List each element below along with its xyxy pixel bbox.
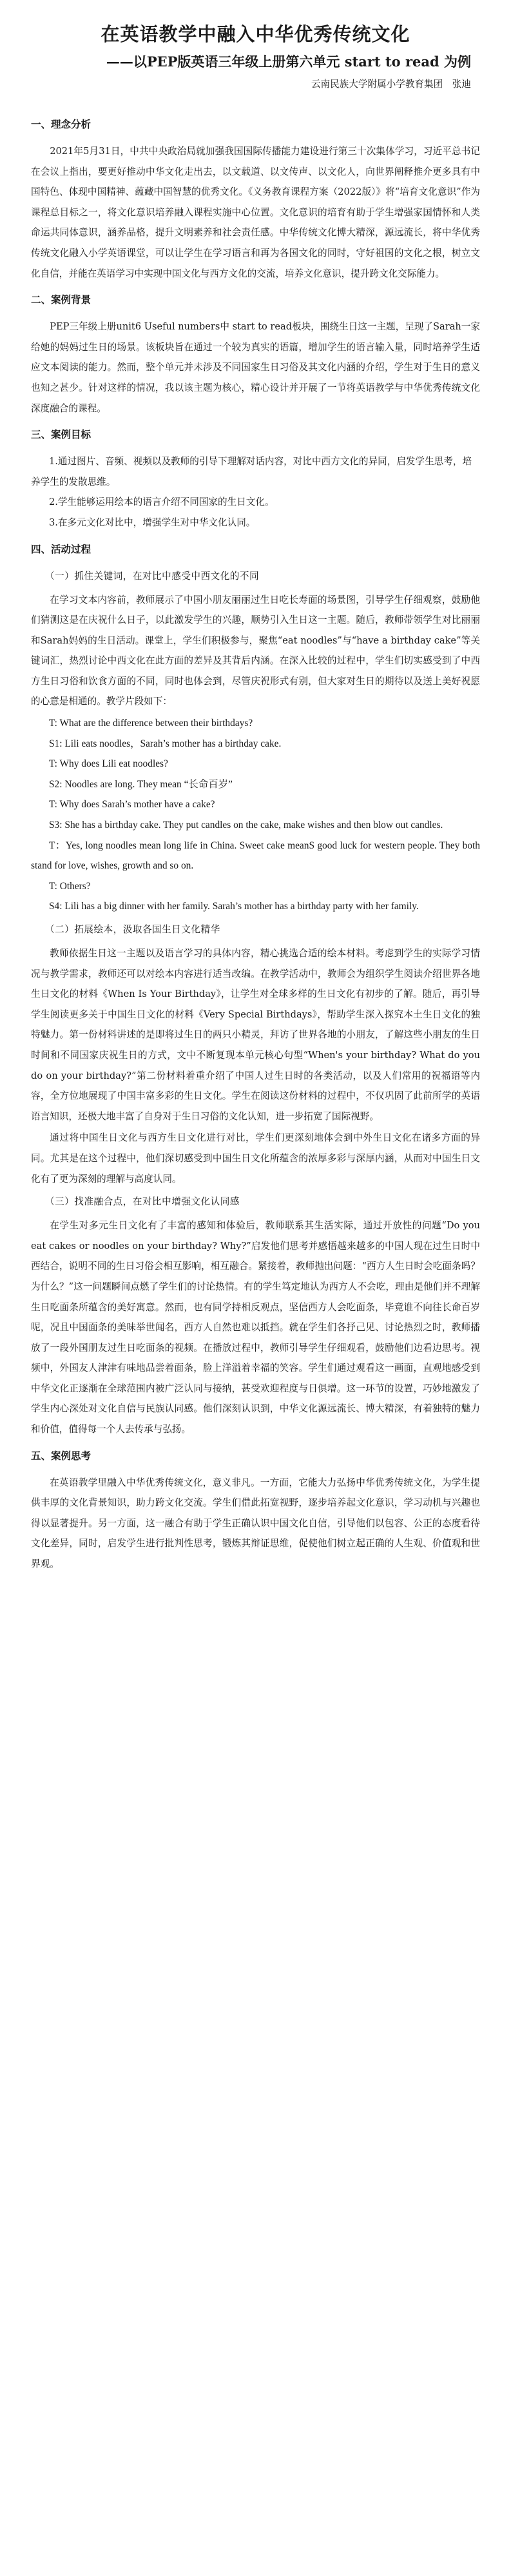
paragraph: 通过将中国生日文化与西方生日文化进行对比，学生们更深刻地体会到中外生日文化在诸多方面的异同。尤其是在这个过程中，他们深切感受到中国生日文化所蕴含的浓厚多彩与深厚内涵，从而对中国生日文化有了更为深刻的理解与高度认同。 — [31, 1132, 480, 1185]
dialogue-line: S1: Lili eats noodles，Sarah’s mother has a birthday cake. — [49, 738, 282, 749]
dialogue-line: S3: She has a birthday cake. They put candles on the cake, make wishes and then blow out candles. — [49, 820, 443, 831]
author-line: 云南民族大学附属小学教育集团 张迪 — [311, 79, 471, 90]
sub-heading: （二）拓展绘本，汲取各国生日文化精华 — [45, 924, 220, 935]
paragraph: 教师依据生日这一主题以及语言学习的具体内容，精心挑选合适的绘本材料。考虑到学生的实际学习情况与教学需求，教师还可以对绘本内容进行适当改编。在教学活动中，教师会为组织学生阅读介绍世界各地生日文化的材料《When Is Your Birthday》，让学生对全球多样的生日文化有初步的了解。随后，再引导学生阅读更多关于中国生日文化的材料《Very Special Birthdays》，帮助学生深入探究本土生日文化的独特魅力。第一份材料讲述的是即将过生日的两只小精灵，拜访了世界各地的小朋友，了解这些小朋友的生日时间和不同国家庆祝生日的方式，文中不断复现本单元核心句型“When's your birthday? What do you do on your birthday?”第二份材料着重介绍了中国人过生日时的各类活动，以及人们常用的祝福语等内容，全方位地展现了中国丰富多彩的生日文化。学生在阅读这份材料的过程中，不仅巩固了此前所学的英语语言知识，还极大地丰富了自身对于生日习俗的文化认知，进一步拓宽了国际视野。 — [31, 948, 480, 1122]
paragraph: 在学习文本内容前，教师展示了中国小朋友丽丽过生日吃长寿面的场景图，引导学生仔细观察，鼓励他们猜测这是在庆祝什么日子，以此激发学生的兴趣，顺势引入生日这一主题。随后，教师带领学生对比丽丽和Sarah妈妈的生日活动。课堂上，学生们积极参与，聚焦“eat noodles”与“have a birthday cake”等关键词汇，热烈讨论中西文化在此方面的差异及其背后内涵。在深入比较的过程中，学生们切实感受到了中西方生日习俗和饮食方面的不同，同时也体会到，尽管庆祝形式有别，但大家对生日的期待以及送上美好祝愿的心意是相通的。教学片段如下： — [31, 594, 480, 707]
article-subtitle: ——以PEP版英语三年级上册第六单元 start to read 为例 — [106, 54, 471, 70]
goal-item: 2.学生能够运用绘本的语言介绍不同国家的生日文化。 — [49, 497, 275, 508]
dialogue-line: S4: Lili has a big dinner with her family. Sarah’s mother has a birthday party with her family. — [49, 901, 419, 912]
article-title: 在英语教学中融入中华优秀传统文化 — [101, 23, 410, 45]
section-heading-reflection: 五、案例思考 — [31, 1450, 92, 1462]
section-heading-concept: 一、理念分析 — [31, 119, 92, 130]
section-heading-process: 四、活动过程 — [31, 543, 92, 555]
paragraph: PEP三年级上册unit6 Useful numbers中 start to read板块，围绕生日这一主题，呈现了Sarah一家给她的妈妈过生日的场景。该板块旨在通过一个较为真实的语篇，增加学生的语言输入量，同时培养学生适应文本阅读的能力。然而，整个单元并未涉及不同国家生日习俗及其文化内涵的介绍，学生对于生日的意义也知之甚少。针对这样的情况，我以该主题为核心，精心设计并开展了一节将英语教学与中华优秀传统文化深度融合的课程。 — [31, 321, 480, 414]
paragraph: 在英语教学里融入中华优秀传统文化，意义非凡。一方面，它能大力弘扬中华优秀传统文化，为学生提供丰厚的文化背景知识，助力跨文化交流。学生们借此拓宽视野，逐步培养起文化意识，学习动机与兴趣也得以显著提升。另一方面，这一融合有助于学生正确认识中国文化自信，引导他们以包容、公正的态度看待文化差异，同时，启发学生进行批判性思考，锻炼其辩证思维，促使他们树立起正确的人生观、价值观和世界观。 — [31, 1477, 480, 1570]
goal-item: 1.通过图片、音频、视频以及教师的引导下理解对话内容，对比中西方文化的异同，启发学生思考，培养学生的发散思维。 — [31, 456, 472, 487]
sub-heading: （一）抓住关键词，在对比中感受中西文化的不同 — [45, 570, 260, 582]
dialogue-line: T: What are the difference between their birthdays? — [49, 718, 253, 729]
paragraph: 2021年5月31日，中共中央政治局就加强我国国际传播能力建设进行第三十次集体学习，习近平总书记在会议上指出，要更好推动中华文化走出去，以文载道、以文传声、以文化人，向世界阐释推介更多具有中国特色、体现中国精神、蕴藏中国智慧的优秀文化。《义务教育课程方案（2022版）》将“培育文化意识”作为课程总目标之一，将文化意识培养融入课程实施中心位置。文化意识的培育有助于学生增强家国情怀和人类命运共同体意识，涵养品格，提升文明素养和社会责任感。中华传统文化博大精深，源远流长，将中华优秀传统文化融入小学英语课堂，可以让学生在学习语言和再为各国文化的同时，守好祖国的文化之根，树立文化自信，并能在英语学习中实现中国文化与西方文化的交流，培养文化意识，提升跨文化交际能力。 — [31, 146, 480, 279]
dialogue-line: T：Yes, long noodles mean long life in China. Sweet cake meanS good luck for western people. They both stand for love, wishes, growth and so on. — [31, 840, 480, 872]
dialogue-line: T: Others? — [49, 880, 91, 892]
dialogue-line: T: Why does Lili eat noodles? — [49, 758, 168, 770]
dialogue-line: S2: Noodles are long. They mean “长命百岁” — [49, 778, 233, 790]
dialogue-line: T: Why does Sarah’s mother have a cake? — [49, 799, 215, 811]
section-heading-goals: 三、案例目标 — [31, 429, 92, 441]
goal-item: 3.在多元文化对比中，增强学生对中华文化认同。 — [49, 516, 256, 528]
section-heading-background: 二、案例背景 — [31, 294, 92, 306]
sub-heading: （三）找准融合点，在对比中增强文化认同感 — [45, 1196, 240, 1208]
paragraph: 在学生对多元生日文化有了丰富的感知和体验后，教师联系其生活实际，通过开放性的问题“Do you eat cakes or noodles on your birthday? Why?”启发他们思考并感悟越来越多的中国人现在过生日时中西结合，说明不同的生日习俗会相互影响，相互融合。紧接着，教师抛出问题：“西方人生日时会吃面条吗？为什么？”这一问题瞬间点燃了学生们的讨论热情。有的学生笃定地认为西方人不会吃，理由是他们并不理解生日吃面条所蕴含的美好寓意。然而，也有同学持相反观点，坚信西方人会吃面条，毕竟谁不向往长命百岁呢，况且中国面条的美味举世闻名，西方人自然也难以抵挡。就在学生们各抒己见、讨论热烈之时，教师播放了一段外国朋友过生日吃面条的视频。在播放过程中，教师引导学生仔细观看，鼓励他们边看边思考。视频中，外国友人津津有味地品尝着面条，脸上洋溢着幸福的笑容。学生们通过观看这一画面，直观地感受到中华文化正逐渐在全球范围内被广泛认同与接纳，甚受欢迎程度与日俱增。这一环节的设置，巧妙地激发了学生内心深处对文化自信与民族认同感。他们深刻认识到，中华文化源远流长、博大精深，有着独特的魅力和价值，值得每一个人去传承与弘扬。 — [31, 1220, 480, 1435]
